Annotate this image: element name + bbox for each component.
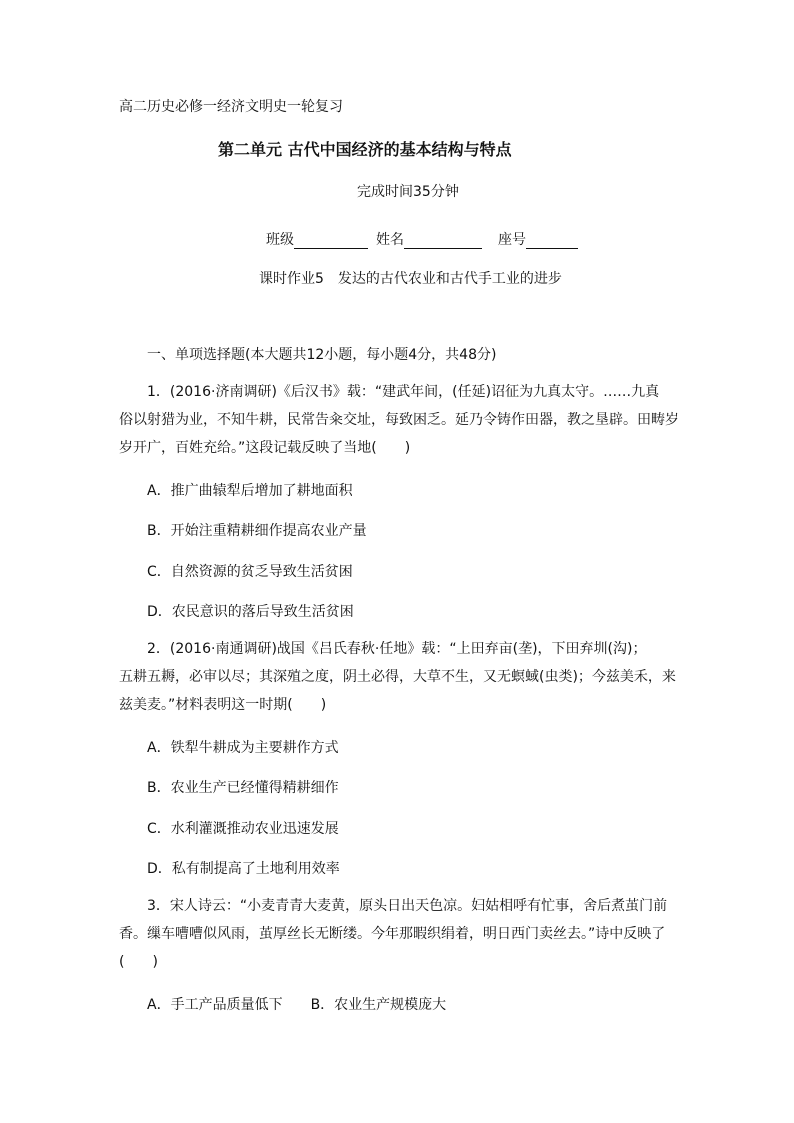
section-title: 一、单项选择题(本大题共12小题，每小题4分，共48分) — [147, 347, 497, 363]
question-1-option-a[interactable]: A．推广曲辕犁后增加了耕地面积 — [147, 483, 353, 499]
question-3-options-ab[interactable]: A．手工产品质量低下 B．农业生产规模庞大 — [147, 997, 447, 1013]
question-1-stem — [119, 378, 679, 462]
lesson-title: 课时作业5 发达的古代农业和古代手工业的进步 — [259, 271, 562, 287]
question-line: 岁开广，百姓充给。”这段记载反映了当地( ) — [119, 440, 411, 456]
question-2-option-a[interactable]: A．铁犁牛耕成为主要耕作方式 — [147, 740, 339, 756]
question-1-option-b[interactable]: B．开始注重精耕细作提高农业产量 — [147, 523, 367, 539]
question-line: 俗以射猎为业，不知牛耕，民常告籴交址，每致困乏。延乃令铸作田器，教之垦辟。田畴岁 — [119, 412, 679, 428]
question-2-option-d[interactable]: D．私有制提高了土地利用效率 — [147, 861, 340, 877]
student-info-form — [266, 229, 586, 249]
question-1-option-c[interactable]: C．自然资源的贫乏导致生活贫困 — [147, 564, 353, 580]
name-label: 姓名 — [376, 232, 404, 248]
time-limit: 完成时间35分钟 — [357, 184, 459, 200]
class-blank[interactable] — [294, 234, 368, 249]
question-line: ( ) — [119, 954, 158, 970]
unit-title: 第二单元 古代中国经济的基本结构与特点 — [218, 140, 512, 159]
class-label: 班级 — [266, 232, 294, 248]
document-header: 高二历史必修一经济文明史一轮复习 — [119, 99, 343, 115]
question-3-stem — [119, 892, 675, 976]
seat-label: 座号 — [498, 232, 526, 248]
question-2-stem — [119, 635, 675, 719]
question-line: 3．宋人诗云：“小麦青青大麦黄，原头日出天色凉。妇姑相呼有忙事，舍后煮茧门前 — [147, 898, 668, 914]
seat-blank[interactable] — [526, 234, 578, 249]
question-line: 兹美麦。”材料表明这一时期( ) — [119, 697, 327, 713]
question-2-option-c[interactable]: C．水利灌溉推动农业迅速发展 — [147, 821, 339, 837]
question-2-option-b[interactable]: B．农业生产已经懂得精耕细作 — [147, 780, 339, 796]
question-line: 香。缫车嘈嘈似风雨，茧厚丝长无断缕。今年那暇织绢着，明日西门卖丝去。”诗中反映了 — [119, 926, 666, 942]
name-blank[interactable] — [404, 234, 482, 249]
question-line: 五耕五耨，必审以尽；其深殖之度，阴土必得，大草不生，又无螟蜮(虫类)；今兹美禾，来 — [119, 669, 676, 685]
question-1-option-d[interactable]: D．农民意识的落后导致生活贫困 — [147, 604, 354, 620]
question-line: 2．(2016·南通调研)战国《吕氏春秋·任地》载：“上田弃亩(垄)，下田弃圳(沟)； — [147, 641, 647, 657]
question-line: 1．(2016·济南调研)《后汉书》载：“建武年间，(任延)诏征为九真太守。……九真 — [147, 384, 660, 400]
